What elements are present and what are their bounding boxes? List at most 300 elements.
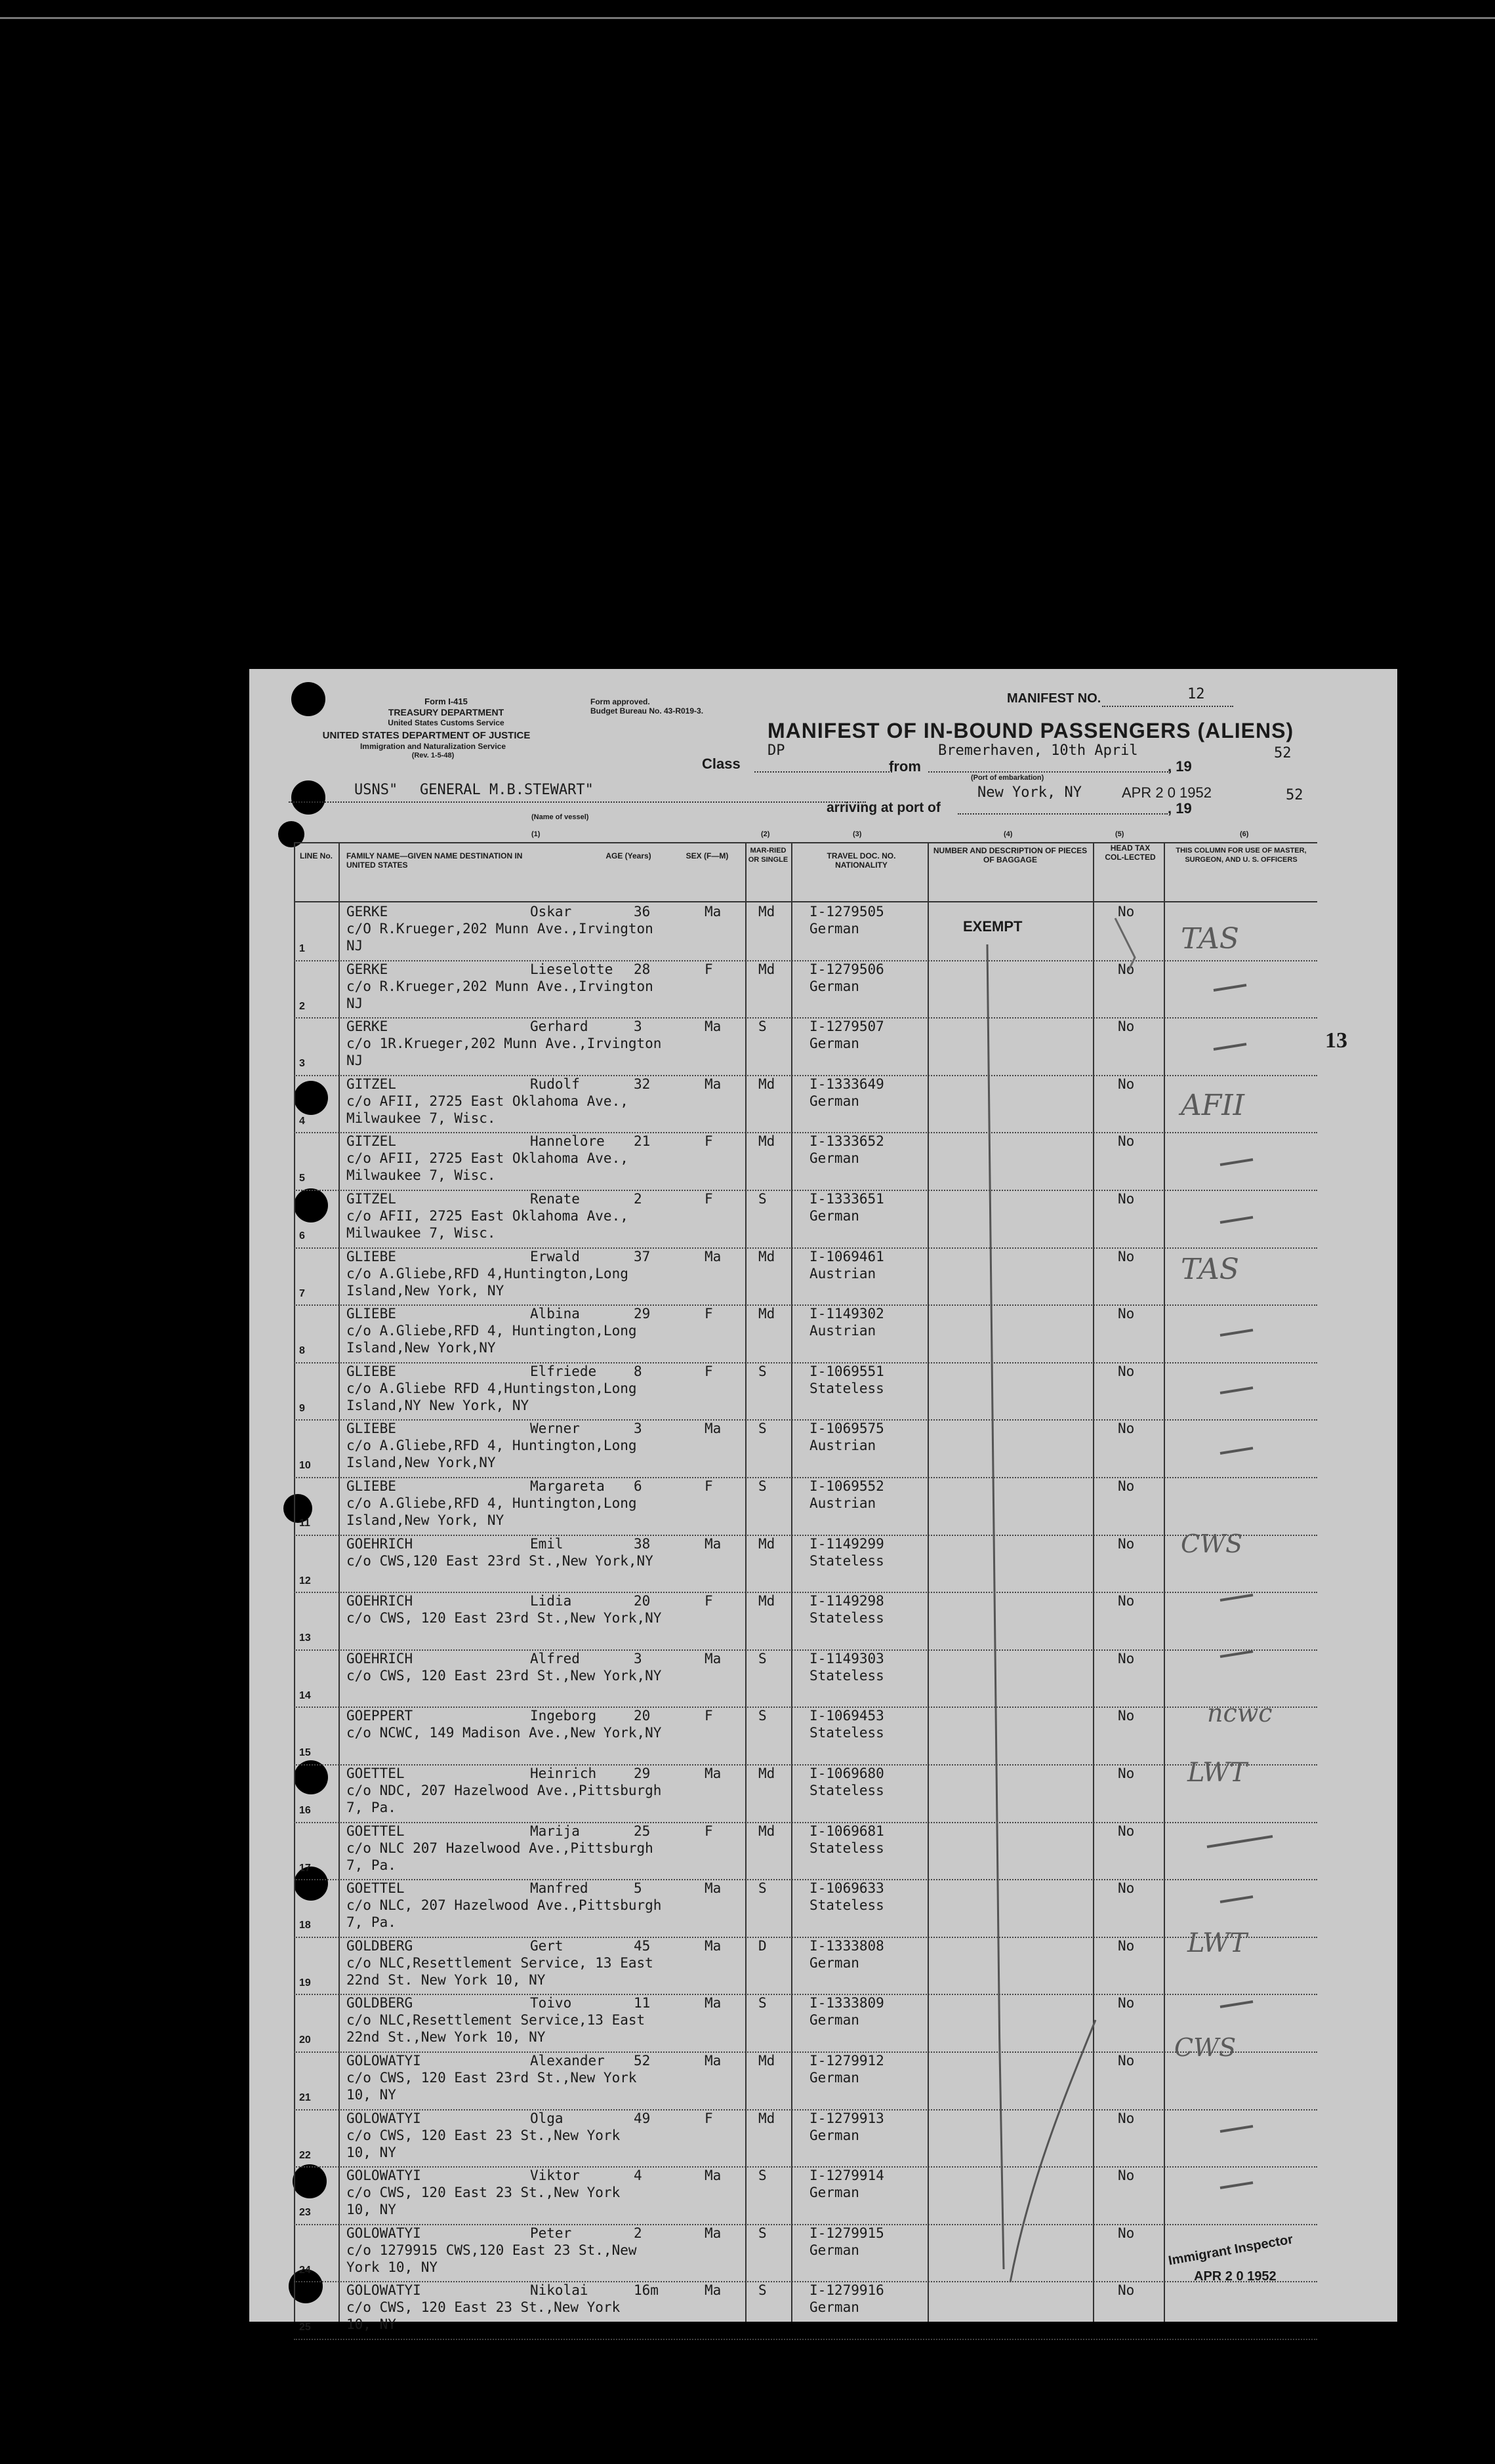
destination-line-2: NJ	[346, 1053, 363, 1069]
travel-doc-number: I-1069551	[809, 1363, 884, 1379]
destination-line-2: Island,NY New York, NY	[346, 1397, 529, 1413]
head-tax: No	[1118, 1478, 1135, 1494]
head-tax: No	[1118, 1995, 1135, 2011]
given-name: Heinrich	[530, 1766, 597, 1781]
given-name: Hannelore	[530, 1133, 605, 1150]
sex: F	[705, 1191, 713, 1207]
destination-line-2: Island,New York,NY	[346, 1455, 496, 1471]
travel-doc-number: I-1069633	[809, 1880, 884, 1897]
sex: Ma	[705, 1937, 722, 1954]
destination-line-1: c/o 1279915 CWS,120 East 23 St.,New	[346, 2242, 637, 2258]
table-row	[294, 1535, 1317, 1594]
table-row	[294, 1822, 1317, 1881]
age: 21	[634, 1133, 651, 1150]
nationality: German	[809, 2242, 859, 2258]
nationality: Austrian	[809, 1323, 876, 1339]
travel-doc-number: I-1279916	[809, 2282, 884, 2299]
marital-status: S	[758, 1880, 767, 1897]
punch-hole	[291, 780, 325, 815]
given-name: Marija	[530, 1823, 580, 1839]
col-2-number: (2)	[761, 830, 770, 838]
arriving-port: New York, NY	[977, 784, 1082, 801]
handwritten-ncwc: ncwc	[1207, 1699, 1273, 1727]
nationality: German	[809, 1208, 859, 1224]
destination-line-1: c/o CWS, 120 East 23 St.,New York	[346, 2185, 621, 2201]
marital-status: S	[758, 1650, 767, 1666]
form-number: Form I-415	[424, 697, 468, 706]
line-number: 19	[299, 1977, 311, 1989]
age: 11	[634, 1995, 651, 2011]
age: 36	[634, 904, 651, 919]
head-tax: No	[1118, 1823, 1135, 1839]
vessel-label: (Name of vessel)	[531, 813, 589, 821]
family-name: GOEHRICH	[346, 1535, 413, 1552]
marital-status: S	[758, 1363, 767, 1379]
table-row	[294, 1362, 1317, 1421]
family-name: GOETTEL	[346, 1766, 405, 1781]
handwritten-lwt: LWT	[1187, 1928, 1247, 1958]
given-name: Lidia	[530, 1593, 572, 1609]
age: 5	[634, 1880, 642, 1897]
travel-doc-number: I-1069575	[809, 1421, 884, 1437]
ins-service: Immigration and Naturalization Service	[359, 742, 506, 751]
sex: Ma	[705, 1248, 722, 1264]
table-row	[294, 1649, 1317, 1708]
family-name: GOLOWATYI	[346, 2110, 421, 2126]
family-name: GLIEBE	[346, 1363, 396, 1379]
destination-line-2: Milwaukee 7, Wisc.	[346, 1110, 496, 1126]
given-name: Alfred	[530, 1650, 580, 1666]
col-6-number: (6)	[1240, 830, 1249, 838]
nationality: German	[809, 1036, 859, 1052]
destination-line-1: c/o A.Gliebe RFD 4,Huntingston,Long	[346, 1380, 637, 1396]
nationality: German	[809, 2299, 859, 2316]
sex: F	[705, 1593, 713, 1609]
age: 29	[634, 1306, 651, 1322]
age: 16m	[634, 2282, 659, 2299]
head-tax: No	[1118, 1363, 1135, 1379]
destination-line-1: c/o NLC, 207 Hazelwood Ave.,Pittsburgh	[346, 1897, 662, 1914]
table-row	[294, 1190, 1317, 1249]
line-number: 12	[299, 1575, 311, 1586]
destination-line-1: c/o NCWC, 149 Madison Ave.,New York,NY	[346, 1725, 662, 1741]
table-body	[294, 902, 1317, 2333]
handwritten-lwt: LWT	[1187, 1758, 1247, 1788]
nationality: German	[809, 1954, 859, 1971]
destination-line-2: Island,New York, NY	[346, 1282, 504, 1299]
age: 2	[634, 2225, 642, 2241]
head-tax: No	[1118, 2225, 1135, 2241]
family-name: GITZEL	[346, 1076, 396, 1092]
destination-line-1: c/o CWS, 120 East 23rd St.,New York,NY	[346, 1610, 662, 1626]
destination-line-2: 7, Pa.	[346, 1914, 396, 1931]
table-row	[294, 2109, 1317, 2168]
manifest-no-value: 12	[1187, 686, 1205, 702]
arriving-line	[958, 813, 1168, 815]
marital-status: Md	[758, 904, 775, 919]
destination-line-1: c/o A.Gliebe,RFD 4, Huntington,Long	[346, 1495, 637, 1511]
passenger-table	[294, 842, 1317, 2333]
head-tax: No	[1118, 1191, 1135, 1207]
sex: Ma	[705, 2282, 722, 2299]
destination-line-2: 10, NY	[346, 2202, 396, 2218]
marital-status: Md	[758, 1248, 775, 1264]
nationality: Austrian	[809, 1438, 876, 1454]
destination-line-1: c/o NLC,Resettlement Service,13 East	[346, 2012, 645, 2029]
head-tax: No	[1118, 2168, 1135, 2184]
line-number: 11	[299, 1518, 310, 1529]
family-name: GLIEBE	[346, 1421, 396, 1437]
destination-line-1: c/o NLC,Resettlement Service, 13 East	[346, 1954, 653, 1971]
marital-status: Md	[758, 1593, 775, 1609]
age: 37	[634, 1248, 651, 1264]
nationality: German	[809, 921, 859, 937]
nationality: Austrian	[809, 1495, 876, 1511]
scan-edge-line	[0, 17, 1495, 19]
line-number: 25	[299, 2322, 311, 2333]
given-name: Olga	[530, 2110, 563, 2126]
from-label: from	[889, 758, 921, 775]
sex: F	[705, 1823, 713, 1839]
given-name: Lieselotte	[530, 961, 613, 977]
travel-doc-number: I-1279507	[809, 1019, 884, 1035]
vessel-line	[289, 801, 866, 803]
immigrant-inspector-stamp: Immigrant Inspector	[1167, 2232, 1294, 2269]
family-name: GOLDBERG	[346, 1937, 413, 1954]
nationality: German	[809, 2127, 859, 2143]
col-header-baggage: NUMBER AND DESCRIPTION OF PIECES OF BAGGAGE	[933, 846, 1088, 864]
marital-status: Md	[758, 1133, 775, 1150]
family-name: GERKE	[346, 1019, 388, 1035]
nationality: German	[809, 2185, 859, 2201]
nationality: Stateless	[809, 1897, 884, 1914]
given-name: Renate	[530, 1191, 580, 1207]
line-number: 10	[299, 1460, 311, 1472]
nationality: German	[809, 2070, 859, 2086]
vessel-name: GENERAL M.B.STEWART"	[420, 782, 594, 798]
page-number: 13	[1325, 1028, 1347, 1053]
line-number: 24	[299, 2264, 311, 2276]
head-tax: No	[1118, 1937, 1135, 1954]
travel-doc-number: I-1069552	[809, 1478, 884, 1494]
family-name: GOETTEL	[346, 1880, 405, 1897]
destination-line-1: c/o A.Gliebe,RFD 4, Huntington,Long	[346, 1323, 637, 1339]
given-name: Toivo	[530, 1995, 572, 2011]
travel-doc-number: I-1069680	[809, 1766, 884, 1781]
marital-status: S	[758, 1708, 767, 1724]
travel-doc-number: I-1069681	[809, 1823, 884, 1839]
age: 49	[634, 2110, 651, 2126]
travel-doc-number: I-1069453	[809, 1708, 884, 1724]
head-tax: No	[1118, 904, 1135, 919]
travel-doc-number: I-1279505	[809, 904, 884, 919]
given-name: Alexander	[530, 2053, 605, 2069]
destination-line-2: 10, NY	[346, 2087, 396, 2103]
marital-status: Md	[758, 961, 775, 977]
head-tax: No	[1118, 1421, 1135, 1437]
baggage-exempt-stamp: EXEMPT	[963, 918, 1023, 935]
age: 38	[634, 1535, 651, 1552]
table-row	[294, 960, 1317, 1019]
travel-doc-number: I-1279914	[809, 2168, 884, 2184]
age: 3	[634, 1421, 642, 1437]
destination-line-1: c/o A.Gliebe,RFD 4,Huntington,Long	[346, 1265, 628, 1282]
line-number: 15	[299, 1747, 311, 1759]
family-name: GITZEL	[346, 1191, 396, 1207]
destination-line-1: c/o AFII, 2725 East Oklahoma Ave.,	[346, 1093, 628, 1109]
sex: Ma	[705, 2053, 722, 2069]
family-name: GOEHRICH	[346, 1650, 413, 1666]
age: 3	[634, 1019, 642, 1035]
nationality: Austrian	[809, 1265, 876, 1282]
sex: Ma	[705, 1076, 722, 1092]
destination-line-2: NJ	[346, 995, 363, 1011]
punch-hole	[291, 682, 325, 716]
travel-doc-number: I-1333808	[809, 1937, 884, 1954]
family-name: GERKE	[346, 904, 388, 919]
manifest-page	[249, 669, 1397, 2333]
given-name: Oskar	[530, 904, 572, 919]
handwritten-tas: TAS	[1181, 1253, 1239, 1286]
sex: Ma	[705, 1880, 722, 1897]
sex: Ma	[705, 2168, 722, 2184]
destination-line-1: c/o AFII, 2725 East Oklahoma Ave.,	[346, 1150, 628, 1167]
from-line	[928, 771, 1171, 773]
travel-doc-number: I-1279912	[809, 2053, 884, 2069]
destination-line-1: c/o CWS,120 East 23rd St.,New York,NY	[346, 1552, 653, 1569]
line-number: 13	[299, 1632, 311, 1644]
family-name: GOLOWATYI	[346, 2225, 421, 2241]
customs-service: United States Customs Service	[388, 718, 504, 727]
travel-doc-number: I-1333652	[809, 1133, 884, 1150]
destination-line-1: c/o A.Gliebe,RFD 4, Huntington,Long	[346, 1438, 637, 1454]
line-number: 6	[299, 1230, 305, 1242]
table-row	[294, 2281, 1317, 2340]
sex: Ma	[705, 1650, 722, 1666]
table-row	[294, 1764, 1317, 1823]
destination-line-2: 10, NY	[346, 2144, 396, 2160]
given-name: Werner	[530, 1421, 580, 1437]
vessel-prefix: USNS"	[354, 782, 398, 798]
line-number: 3	[299, 1058, 305, 1070]
line-number: 16	[299, 1805, 311, 1816]
line-number: 21	[299, 2092, 311, 2103]
travel-doc-number: I-1279506	[809, 961, 884, 977]
arrival-year: 52	[1286, 787, 1303, 803]
nationality: Stateless	[809, 1725, 884, 1741]
marital-status: S	[758, 1191, 767, 1207]
sex: Ma	[705, 2225, 722, 2241]
travel-doc-number: I-1279913	[809, 2110, 884, 2126]
nationality: Stateless	[809, 1552, 884, 1569]
col-header-age: AGE (Years)	[605, 851, 651, 860]
justice-dept: UNITED STATES DEPARTMENT OF JUSTICE	[322, 730, 531, 741]
given-name: Margareta	[530, 1478, 605, 1494]
col-5-number: (5)	[1115, 830, 1124, 838]
sex: Ma	[705, 1766, 722, 1781]
treasury-dept: TREASURY DEPARTMENT	[388, 707, 504, 717]
table-row	[294, 1075, 1317, 1134]
age: 29	[634, 1766, 651, 1781]
age: 20	[634, 1593, 651, 1609]
marital-status: S	[758, 1478, 767, 1494]
given-name: Gerhard	[530, 1019, 588, 1035]
age: 4	[634, 2168, 642, 2184]
given-name: Viktor	[530, 2168, 580, 2184]
travel-doc-number: I-1333809	[809, 1995, 884, 2011]
col-header-head-tax: HEAD TAX COL-LECTED	[1105, 843, 1156, 862]
marital-status: Md	[758, 1306, 775, 1322]
destination-line-2: 22nd St.,New York 10, NY	[346, 2029, 546, 2046]
destination-line-2: 7, Pa.	[346, 1800, 396, 1815]
marital-status: S	[758, 2225, 767, 2241]
marital-status: Md	[758, 1076, 775, 1092]
head-tax: No	[1118, 1766, 1135, 1781]
destination-line-2: Milwaukee 7, Wisc.	[346, 1167, 496, 1184]
destination-line-2: 7, Pa.	[346, 1857, 396, 1873]
arrival-date-stamp: APR 2 0 1952	[1122, 784, 1212, 801]
marital-status: Md	[758, 2053, 775, 2069]
nationality: Stateless	[809, 1667, 884, 1684]
line-number: 4	[299, 1115, 305, 1127]
table-row	[294, 1132, 1317, 1191]
family-name: GLIEBE	[346, 1306, 396, 1322]
age: 52	[634, 2053, 651, 2069]
destination-line-2: NJ	[346, 938, 363, 954]
head-tax: No	[1118, 961, 1135, 977]
destination-line-1: c/o CWS, 120 East 23 St.,New York	[346, 2299, 621, 2316]
table-row	[294, 1247, 1317, 1306]
class-label: Class	[702, 756, 741, 772]
family-name: GOLOWATYI	[346, 2053, 421, 2069]
marital-status: D	[758, 1937, 767, 1954]
given-name: Gert	[530, 1937, 563, 1954]
age: 32	[634, 1076, 651, 1092]
head-tax: No	[1118, 2282, 1135, 2299]
table-row	[294, 1937, 1317, 1996]
sex: F	[705, 1306, 713, 1322]
age: 3	[634, 1650, 642, 1666]
age: 2	[634, 1191, 642, 1207]
travel-doc-number: I-1069461	[809, 1248, 884, 1264]
destination-line-1: c/o CWS, 120 East 23rd St.,New York,NY	[346, 1667, 662, 1684]
nationality: Stateless	[809, 1380, 884, 1396]
family-name: GOLDBERG	[346, 1995, 413, 2011]
table-row	[294, 1879, 1317, 1938]
table-row	[294, 1592, 1317, 1651]
marital-status: S	[758, 2282, 767, 2299]
head-tax: No	[1118, 1593, 1135, 1609]
marital-status: S	[758, 2168, 767, 2184]
line-number: 2	[299, 1000, 305, 1012]
destination-line-2: Island,New York, NY	[346, 1512, 504, 1528]
class-line	[754, 771, 892, 773]
family-name: GOEHRICH	[346, 1593, 413, 1609]
given-name: Albina	[530, 1306, 580, 1322]
given-name: Ingeborg	[530, 1708, 597, 1724]
line-number: 1	[299, 943, 305, 954]
family-name: GITZEL	[346, 1133, 396, 1150]
age: 28	[634, 961, 651, 977]
destination-line-1: c/o NDC, 207 Hazelwood Ave.,Pittsburgh	[346, 1783, 662, 1798]
marital-status: Md	[758, 1766, 775, 1781]
nationality: German	[809, 978, 859, 994]
head-tax: No	[1118, 1306, 1135, 1322]
destination-line-1: c/o R.Krueger,202 Munn Ave.,Irvington	[346, 978, 653, 994]
sex: Ma	[705, 904, 722, 919]
col-header-travel-doc: TRAVEL DOC. NO. NATIONALITY	[827, 851, 896, 870]
given-name: Manfred	[530, 1880, 588, 1897]
table-row	[294, 1707, 1317, 1766]
travel-doc-number: I-1149302	[809, 1306, 884, 1322]
line-number: 18	[299, 1920, 311, 1931]
col-1-number: (1)	[531, 830, 541, 838]
head-tax: No	[1118, 2110, 1135, 2126]
family-name: GOLOWATYI	[346, 2168, 421, 2184]
class-value: DP	[768, 742, 785, 759]
handwritten-cws: CWS	[1174, 2033, 1237, 2062]
destination-line-1: c/O R.Krueger,202 Munn Ave.,Irvington	[346, 921, 653, 937]
head-tax: No	[1118, 1535, 1135, 1552]
marital-status: Md	[758, 1823, 775, 1839]
sex: F	[705, 1478, 713, 1494]
family-name: GERKE	[346, 961, 388, 977]
nationality: Stateless	[809, 1783, 884, 1798]
line-number: 7	[299, 1287, 305, 1299]
inspection-date-stamp: APR 2 0 1952	[1194, 2269, 1277, 2284]
given-name: Nikolai	[530, 2282, 588, 2299]
head-tax: No	[1118, 2053, 1135, 2069]
line-number: 14	[299, 1689, 311, 1701]
col-header-sex: SEX (F—M)	[686, 851, 729, 860]
family-name: GOLOWATYI	[346, 2282, 421, 2299]
travel-doc-number: I-1149303	[809, 1650, 884, 1666]
nationality: German	[809, 2012, 859, 2029]
travel-doc-number: I-1333649	[809, 1076, 884, 1092]
nationality: German	[809, 1150, 859, 1167]
family-name: GOETTEL	[346, 1823, 405, 1839]
destination-line-1: c/o CWS, 120 East 23 St.,New York	[346, 2127, 621, 2143]
head-tax: No	[1118, 1019, 1135, 1035]
manifest-no-label: MANIFEST NO.	[1007, 691, 1101, 706]
age: 25	[634, 1823, 651, 1839]
head-tax: No	[1118, 1248, 1135, 1264]
line-number: 8	[299, 1345, 305, 1357]
marital-status: S	[758, 1995, 767, 2011]
handwritten-afii: AFII	[1181, 1089, 1245, 1122]
travel-doc-number: I-1149298	[809, 1593, 884, 1609]
arriving-label: arriving at port of	[827, 800, 941, 815]
destination-line-2: 10, NY	[346, 2316, 396, 2333]
from-value: Bremerhaven, 10th April	[938, 742, 1138, 759]
form-approved: Form approved.	[590, 697, 650, 706]
nationality: German	[809, 1093, 859, 1109]
col-header-line: LINE No.	[300, 851, 333, 860]
line-number: 17	[299, 1862, 311, 1874]
sex: F	[705, 1708, 713, 1724]
table-row	[294, 2224, 1317, 2283]
sex: F	[705, 1133, 713, 1150]
table-row	[294, 902, 1317, 961]
line-number: 5	[299, 1173, 305, 1184]
given-name: Rudolf	[530, 1076, 580, 1092]
handwritten-tas: TAS	[1181, 922, 1239, 956]
head-tax: No	[1118, 1880, 1135, 1897]
revision-date: (Rev. 1-5-48)	[411, 752, 455, 759]
destination-line-1: c/o NLC 207 Hazelwood Ave.,Pittsburgh	[346, 1840, 653, 1856]
marital-status: S	[758, 1019, 767, 1035]
head-tax: No	[1118, 1708, 1135, 1724]
